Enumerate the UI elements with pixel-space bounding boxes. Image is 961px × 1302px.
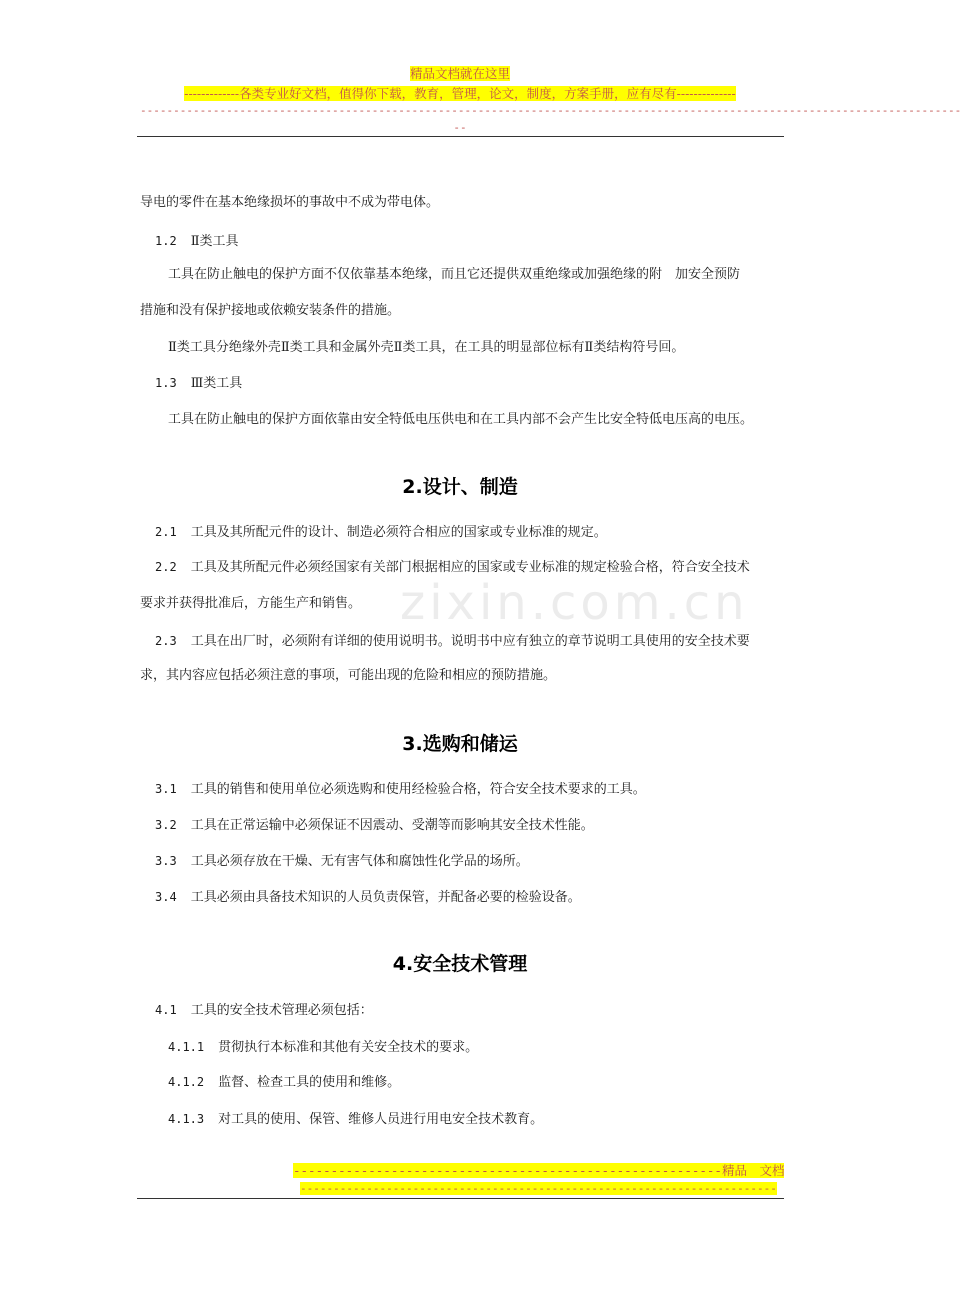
clause-2-3: 2.3 工具在出厂时，必须附有详细的使用说明书。说明书中应有独立的章节说明工具使用的安全技术要: [155, 634, 750, 649]
section-3-heading: 3.选购和储运: [402, 733, 518, 755]
watermark: zixin.com.cn: [400, 575, 749, 631]
clause-3-3: 3.3 工具必须存放在干燥、无有害气体和腐蚀性化学品的场所。: [155, 854, 529, 869]
clause-3-2: 3.2 工具在正常运输中必须保证不因震动、受潮等而影响其安全技术性能。: [155, 818, 594, 833]
clause-4-1-2: 4.1.2 监督、检查工具的使用和维修。: [168, 1075, 401, 1090]
section-2-heading: 2.设计、制造: [402, 476, 518, 498]
paragraph: 导电的零件在基本绝缘损坏的事故中不成为带电体。: [140, 195, 440, 210]
header-dash-line: ----------------------------------------------------------------------------------------------------------------------------: [140, 104, 961, 117]
paragraph: 工具在防止触电的保护方面不仅依靠基本绝缘，而且它还提供双重绝缘或加强绝缘的附 加安全预防: [168, 267, 741, 282]
clause-3-1: 3.1 工具的销售和使用单位必须选购和使用经检验合格，符合安全技术要求的工具。: [155, 782, 646, 797]
clause-2-2: 2.2 工具及其所配元件必须经国家有关部门根据相应的国家或专业标准的规定检验合格，符合安全技术: [155, 560, 750, 575]
paragraph: 工具在防止触电的保护方面依靠由安全特低电压供电和在工具内部不会产生比安全特低电压高的电压。: [168, 412, 754, 427]
section-1-3-heading: 1.3 Ⅲ类工具: [155, 376, 243, 391]
footer-rule: [137, 1198, 784, 1199]
paragraph: 措施和没有保护接地或依赖安装条件的措施。: [140, 303, 401, 318]
clause-4-1: 4.1 工具的安全技术管理必须包括：: [155, 1003, 373, 1018]
paragraph: 要求并获得批准后，方能生产和销售。: [140, 596, 362, 611]
header-dash-tail: --: [453, 121, 467, 134]
footer-label: ---------------------------------------------------------精品 文档: [293, 1163, 785, 1178]
section-4-heading: 4.安全技术管理: [392, 953, 528, 975]
clause-2-1: 2.1 工具及其所配元件的设计、制造必须符合相应的国家或专业标准的规定。: [155, 525, 607, 540]
header-rule: [137, 136, 784, 137]
paragraph: Ⅱ类工具分绝缘外壳Ⅱ类工具和金属外壳Ⅱ类工具，在工具的明显部位标有Ⅱ类结构符号回。: [168, 340, 685, 355]
clause-4-1-3: 4.1.3 对工具的使用、保管、维修人员进行用电安全技术教育。: [168, 1112, 544, 1127]
header-title: 精品文档就在这里: [409, 66, 510, 81]
clause-4-1-1: 4.1.1 贯彻执行本标准和其他有关安全技术的要求。: [168, 1040, 479, 1055]
paragraph: 求，其内容应包括必须注意的事项，可能出现的危险和相应的预防措施。: [140, 668, 557, 683]
section-1-2-heading: 1.2 Ⅱ类工具: [155, 234, 239, 249]
header-tagline: -------------各类专业好文档，值得你下载，教育，管理，论文，制度，方案手册，应有尽有--------------: [184, 86, 736, 101]
clause-3-4: 3.4 工具必须由具备技术知识的人员负责保管，并配备必要的检验设备。: [155, 890, 581, 905]
footer-dash-line: ------------------------------------------------------------------------: [300, 1182, 777, 1195]
